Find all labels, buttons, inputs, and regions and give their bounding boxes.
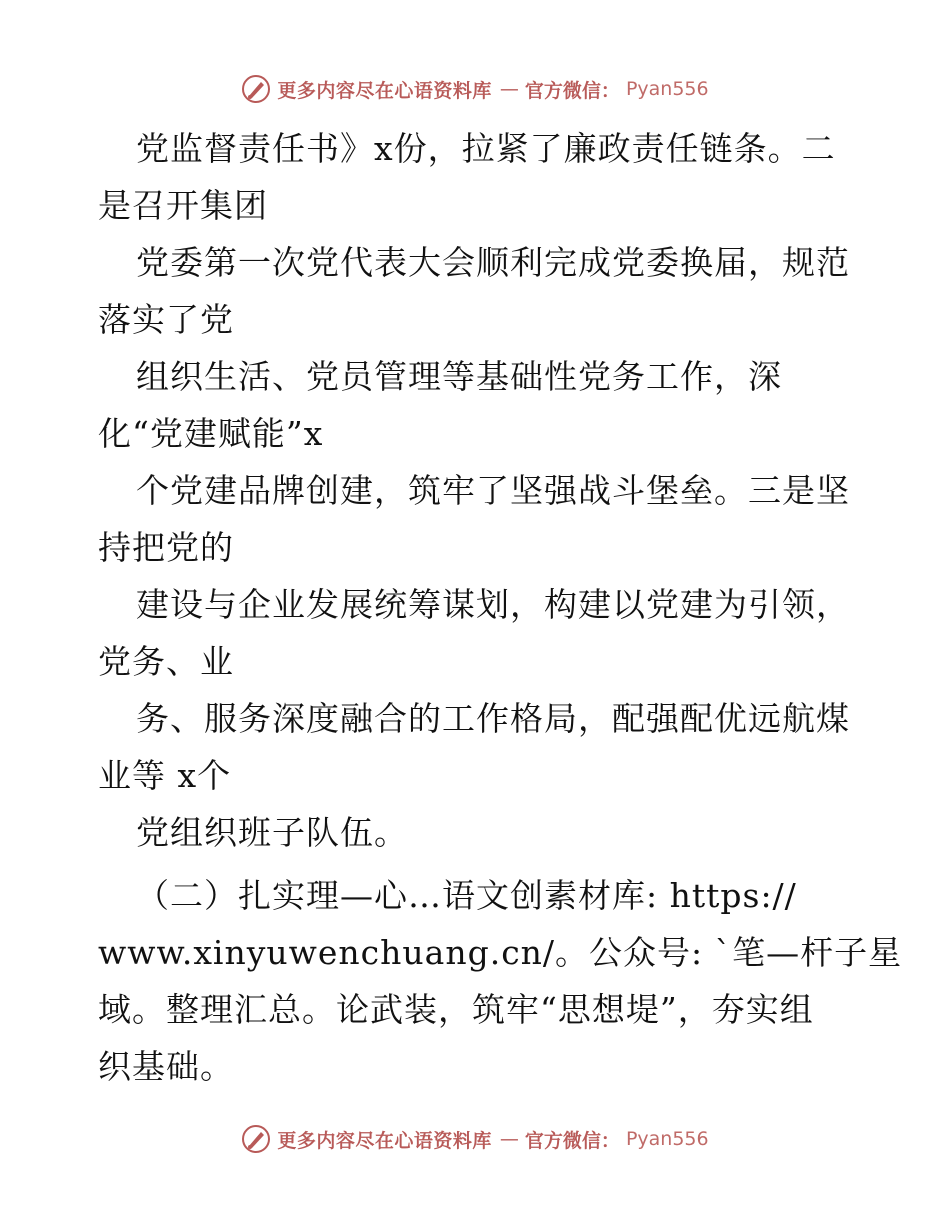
pen-logo-icon: [241, 74, 271, 104]
text-line: 织基础。: [98, 1047, 234, 1086]
section-heading-line: （二）扎实理—心…语文创素材库: https://: [136, 876, 797, 915]
text-line: 党监督责任书》x份，拉紧了廉政责任链条。二: [136, 129, 836, 168]
text-line: 业等 x个: [98, 756, 232, 795]
watermark-label: 官方微信：: [524, 79, 620, 102]
header-watermark: [0, 74, 950, 104]
watermark-id: Pyan556: [625, 1128, 709, 1150]
text-line: 组织生活、党员管理等基础性党务工作，深: [136, 357, 782, 396]
text-line: 落实了党: [98, 300, 234, 339]
watermark-label: 官方微信：: [524, 1129, 620, 1152]
text-line: 持把党的: [98, 528, 234, 567]
watermark-id: Pyan556: [625, 78, 709, 100]
footer-watermark: [0, 1124, 950, 1154]
text-line: 务、服务深度融合的工作格局，配强配优远航煤: [136, 699, 850, 738]
text-line: 党委第一次党代表大会顺利完成党委换届，规范: [136, 243, 850, 282]
text-line: www.xinyuwenchuang.cn/。公众号: `笔—杆子星: [98, 933, 903, 972]
pen-logo-icon: [241, 1124, 271, 1154]
document-body: [98, 120, 903, 1095]
text-line: 是召开集团: [98, 186, 268, 225]
watermark-separator: —: [499, 1128, 517, 1150]
text-line: 党组织班子队伍。: [136, 813, 408, 852]
text-line: 建设与企业发展统筹谋划，构建以党建为引领，: [136, 585, 850, 624]
watermark-separator: —: [499, 78, 517, 100]
text-line: 化“党建赋能”x: [98, 414, 324, 453]
text-line: 党务、业: [98, 642, 234, 681]
watermark-text: 更多内容尽在心语资料库: [277, 79, 492, 102]
watermark-text: 更多内容尽在心语资料库: [277, 1129, 492, 1152]
text-line: 个党建品牌创建，筑牢了坚强战斗堡垒。三是坚: [136, 471, 850, 510]
text-line: 域。整理汇总。论武装，筑牢“思想堤”，夯实组: [98, 990, 814, 1029]
